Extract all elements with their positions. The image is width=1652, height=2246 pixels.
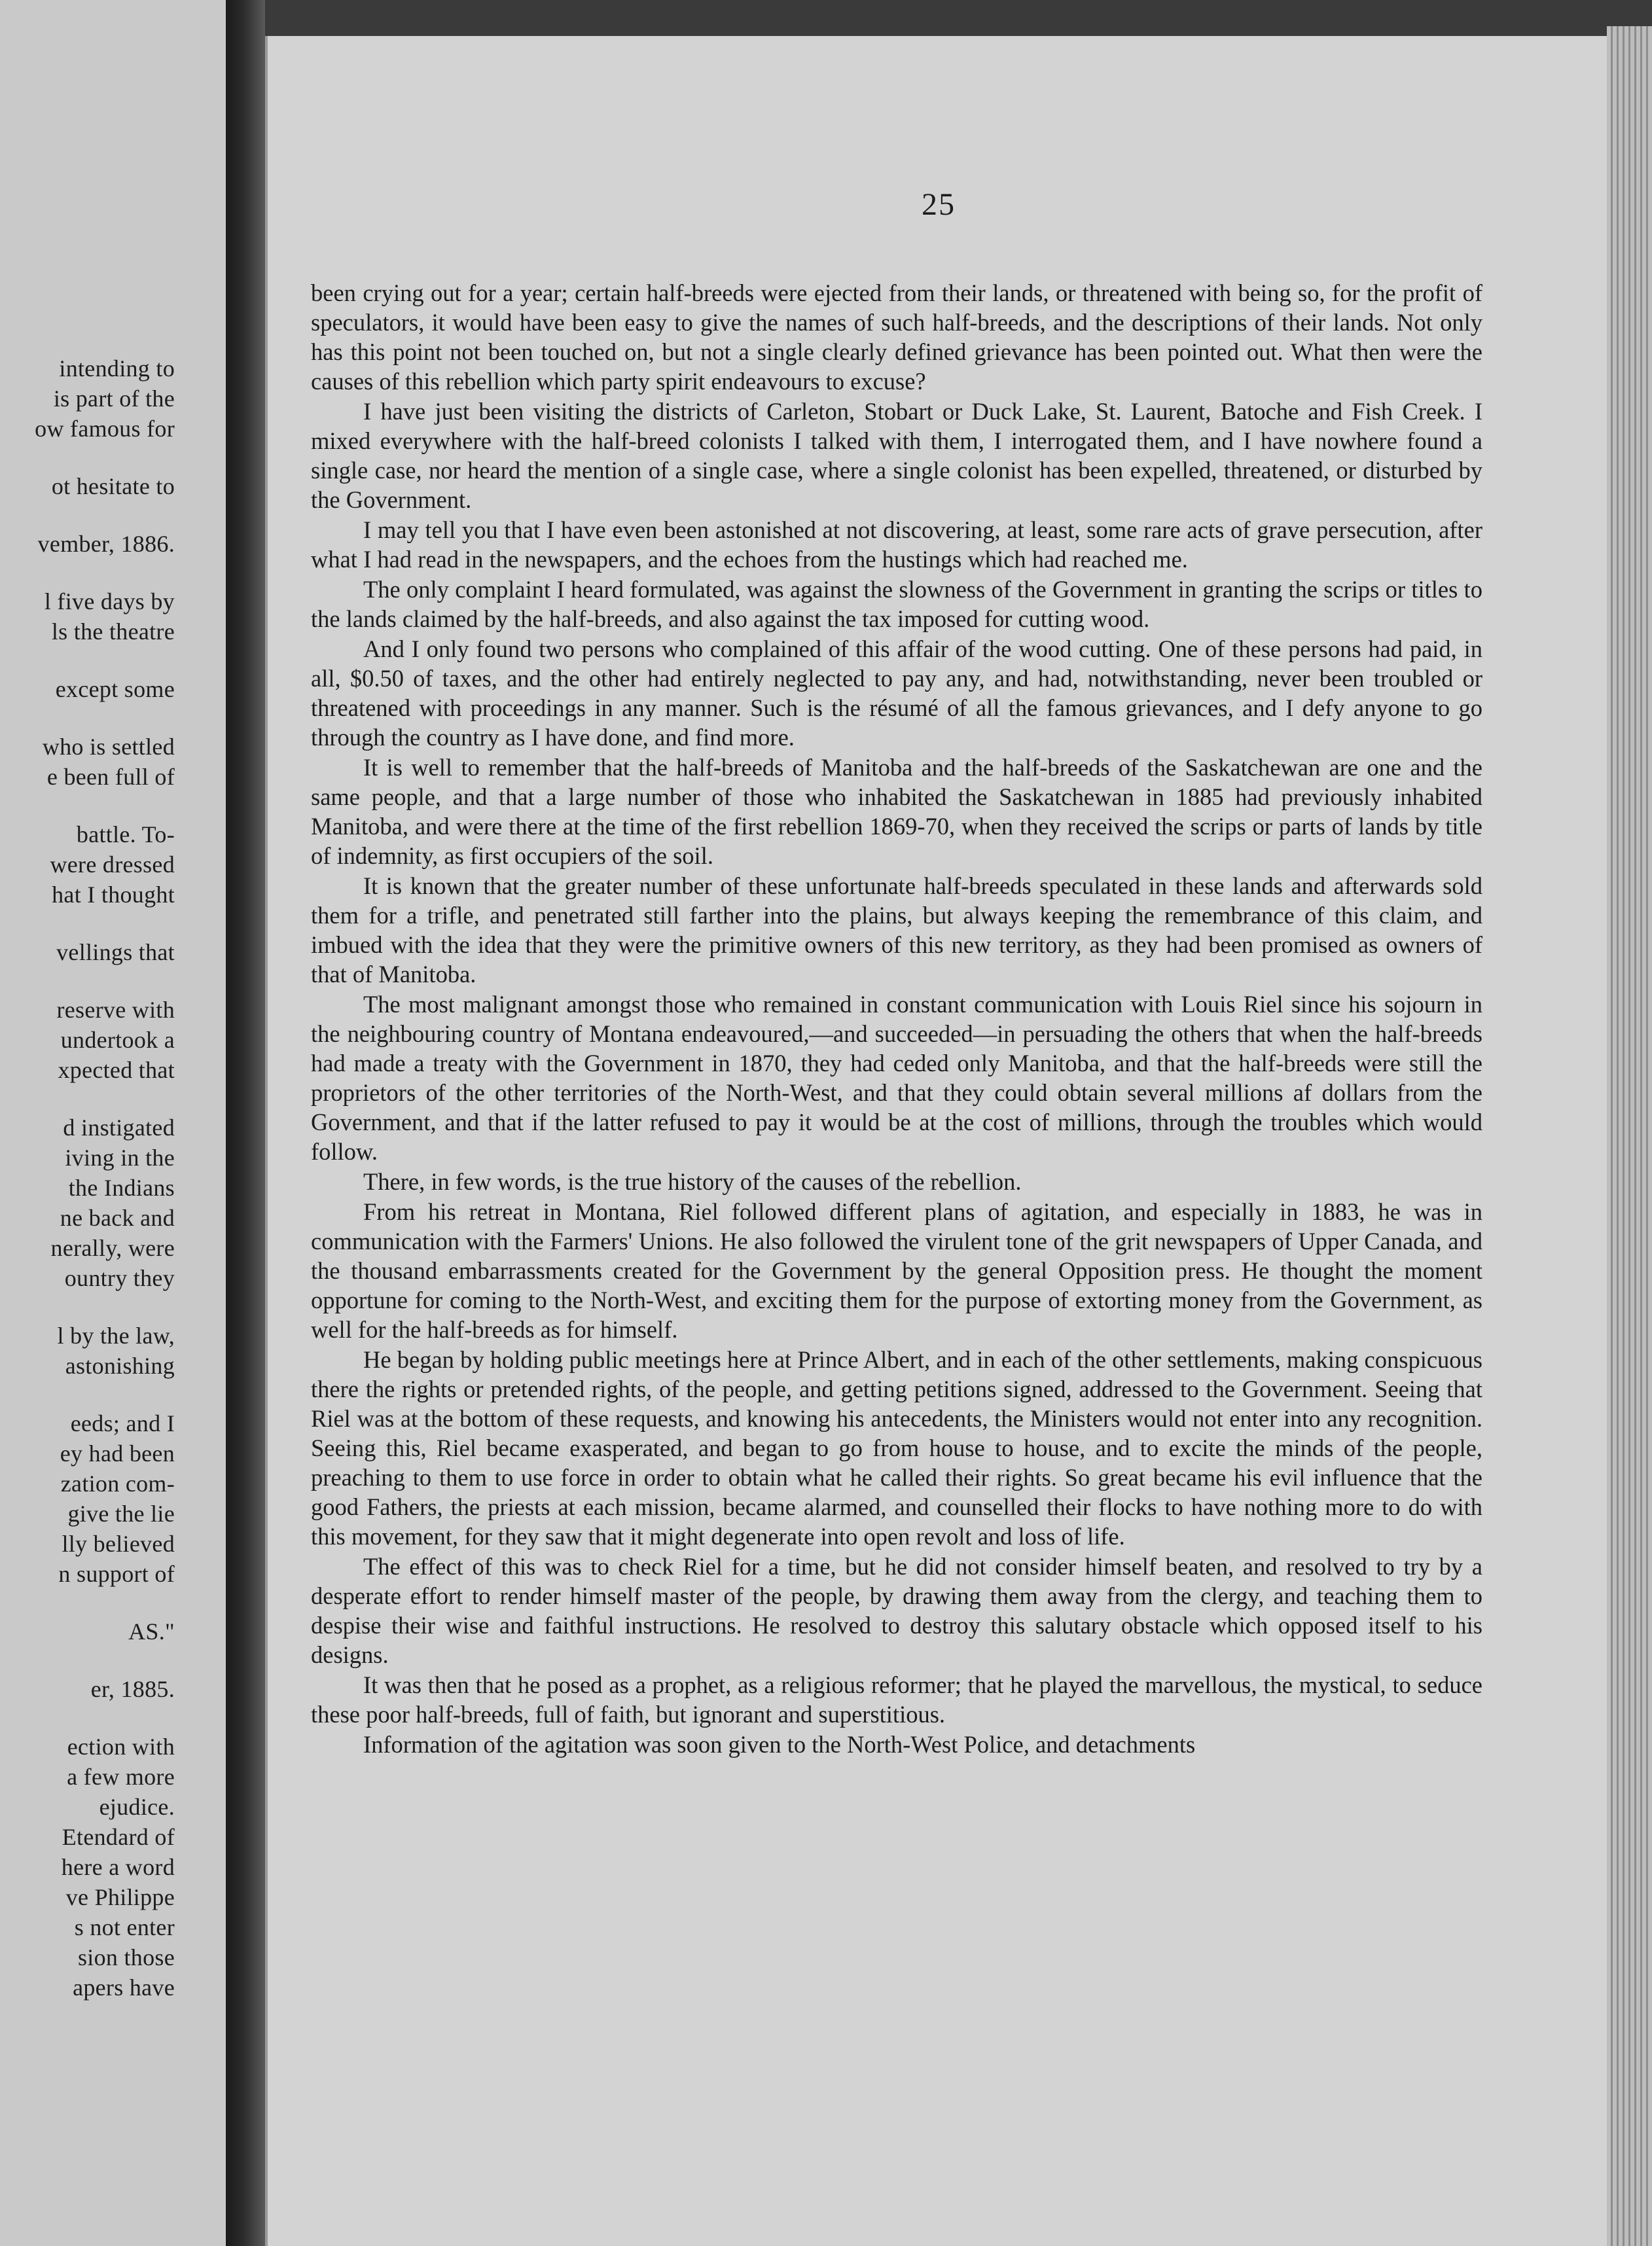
left-line: Etendard of: [62, 1824, 175, 1850]
left-line: except some: [55, 676, 175, 702]
paragraph: It is well to remember that the half-breeds of Manitoba and the half-breeds of the Saskatchewan are one and the same people, and that a large number of those who inhabited the Saskatchewan in 1885 had previously inhabited Manitoba, and were there at the time of the first rebellion 1869-70, when they received the scrips or parts of lands by title of indemnity, as first occupiers of the soil.: [311, 754, 1482, 869]
left-line: vellings that: [56, 939, 175, 965]
left-line: apers have: [73, 1974, 175, 2001]
left-line: ne back and: [60, 1205, 175, 1231]
left-line: sion those: [77, 1944, 175, 1970]
left-line: ow famous for: [35, 416, 175, 442]
left-line: d instigated: [63, 1114, 175, 1141]
left-line: er, 1885.: [90, 1676, 175, 1702]
left-page-fragment: [0, 0, 226, 2246]
left-line: give the lie: [67, 1501, 175, 1527]
left-line: reserve with: [56, 997, 175, 1023]
left-line: hat I thought: [52, 882, 175, 908]
left-line: ountry they: [64, 1265, 175, 1291]
left-page-text: [0, 353, 226, 2003]
paragraph: And I only found two persons who complained of this affair of the wood cutting. One of these persons had paid, in all, $0.50 of taxes, and the other had entirely neglected to pay any, and had, notwithstanding, never been troubled or threatened with proceedings in any manner. Such is the résumé of all the famous grievances, and I defy anyone to go through the country as I have done, and find more.: [311, 635, 1482, 751]
paragraph: I may tell you that I have even been astonished at not discovering, at least, some rare acts of grave persecution, after what I had read in the newspapers, and the echoes from the hustings which had reached me.: [311, 516, 1482, 573]
paragraph: The only complaint I heard formulated, was against the slowness of the Government in granting the scrips or titles to the lands claimed by the half-breeds, and also against the tax imposed for cutting wood.: [311, 576, 1482, 632]
paragraph: I have just been visiting the districts of Carleton, Stobart or Duck Lake, St. Laurent, Batoche and Fish Creek. I mixed everywhere with the half-breed colonists I talked with them, I interrogated them, and I have nowhere found a single case, nor heard the mention of a single case, where a single colonist has been expelled, threatened, or disturbed by the Government.: [311, 398, 1482, 513]
paragraph: been crying out for a year; certain half-breeds were ejected from their lands, or threatened with being so, for the profit of speculators, it would have been easy to give the names of such half-breeds, and the descriptions of their lands. Not only has this point not been touched on, but not a single clearly defined grievance has been pointed out. What then were the causes of this rebellion which party spirit endeavours to excuse?: [311, 279, 1482, 395]
left-line: undertook a: [60, 1027, 175, 1053]
left-line: who is settled: [42, 734, 175, 760]
left-line: ey had been: [60, 1440, 175, 1467]
right-page: [265, 36, 1609, 2246]
left-line: n support of: [58, 1561, 175, 1587]
paragraph: The most malignant amongst those who remained in constant communication with Louis Riel since his sojourn in the neighbouring country of Montana endeavoured,—and succeeded—in persuading the others that when the half-breeds had made a treaty with the Government in 1870, they had ceded only Manitoba, and that the half-breeds were still the proprietors of the other territories of the North-West, and that they could obtain several millions af dollars from the Government, and that if the latter refused to pay it would be at the cost of millions, through the troubles which would follow.: [311, 991, 1482, 1165]
left-line: AS.": [128, 1618, 175, 1645]
left-line: e been full of: [46, 764, 175, 790]
left-line: ot hesitate to: [51, 473, 175, 499]
left-line: iving in the: [65, 1145, 175, 1171]
left-line: lly believed: [62, 1531, 175, 1557]
paragraph: The effect of this was to check Riel for a time, but he did not consider himself beaten, and resolved to try by a desperate effort to render himself master of the people, by drawing them away from the clergy, and teaching them to despise their wise and faithful instructions. He resolved to destroy this salutary obstacle which opposed itself to his designs.: [311, 1553, 1482, 1668]
left-line: xpected that: [58, 1057, 175, 1083]
paragraph: There, in few words, is the true history of the causes of the rebellion.: [363, 1168, 1022, 1195]
paragraph: It was then that he posed as a prophet, as a religious reformer; that he played the marvellous, the mystical, to seduce these poor half-breeds, full of faith, but ignorant and superstitious.: [311, 1671, 1482, 1728]
left-line: ection with: [67, 1734, 175, 1760]
page-number: 25: [922, 187, 956, 222]
paragraph: He began by holding public meetings here at Prince Albert, and in each of the other settlements, making conspicuous there the rights or pretended rights, of the people, and getting petitions signed, addressed to the Government. Seeing that Riel was at the bottom of these requests, and knowing his antecedents, the Ministers would not enter into any recognition. Seeing this, Riel became exasperated, and began to go from house to house, and to excite the minds of the people, preaching to them to use force in order to obtain what he called their rights. So great became his evil influence that the good Fathers, the priests at each mission, became alarmed, and counselled their flocks to have nothing more to do with this movement, for they saw that it might degenerate into open revolt and loss of life.: [311, 1346, 1482, 1550]
left-line: vember, 1886.: [37, 531, 175, 557]
left-line: zation com-: [60, 1471, 175, 1497]
paragraph: It is known that the greater number of these unfortunate half-breeds speculated in these lands and afterwards sold them for a trifle, and penetrated still farther into the plains, but always keeping the remembrance of this claim, and imbued with the idea that they were the primitive owners of this new territory, as they had been promised as owners of that of Manitoba.: [311, 872, 1482, 988]
left-line: l five days by: [44, 588, 175, 615]
left-line: astonishing: [65, 1353, 175, 1379]
left-line: l by the law,: [57, 1323, 175, 1349]
left-line: here a word: [61, 1854, 175, 1880]
book-gutter: [226, 0, 265, 2246]
left-line: ejudice.: [99, 1794, 175, 1820]
left-line: a few more: [67, 1764, 175, 1790]
left-line: is part of the: [53, 385, 175, 412]
paragraph: Information of the agitation was soon given to the North-West Police, and detachments: [363, 1731, 1196, 1758]
left-line: s not enter: [74, 1914, 175, 1940]
left-line: intending to: [59, 355, 175, 382]
left-line: ls the theatre: [51, 618, 175, 645]
left-line: were dressed: [50, 851, 175, 878]
page-stack-edge: [1607, 26, 1652, 2246]
left-line: battle. To-: [76, 821, 175, 847]
left-line: ve Philippe: [65, 1884, 175, 1910]
left-line: nerally, were: [50, 1235, 175, 1261]
left-line: eeds; and I: [70, 1410, 175, 1436]
paragraph: From his retreat in Montana, Riel followed different plans of agitation, and especially in 1883, he was in communication with the Farmers' Unions. He also followed the virulent tone of the grit newspapers of Upper Canada, and the thousand embarrassments created for the Government by the general Opposition press. He thought the moment opportune for coming to the North-West, and exciting them for the purpose of extorting money from the Government, as well for the half-breeds as for himself.: [311, 1198, 1482, 1343]
left-line: the Indians: [68, 1175, 175, 1201]
body-text: [311, 278, 1482, 1760]
